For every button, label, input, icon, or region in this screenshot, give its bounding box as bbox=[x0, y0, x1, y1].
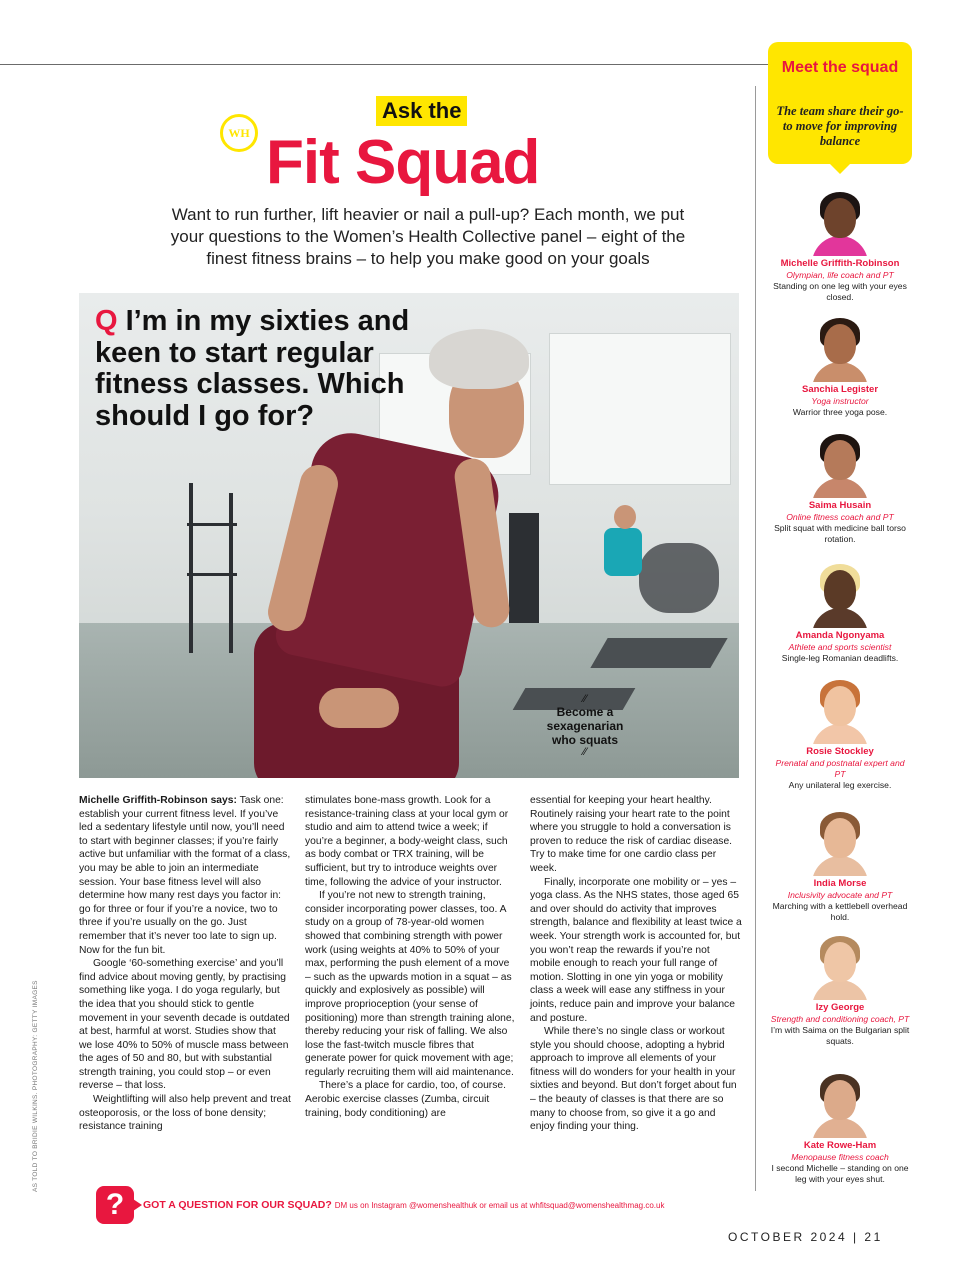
member-move: I second Michelle – standing on one leg with your eyes shut. bbox=[771, 1163, 909, 1184]
member-role: Online fitness coach and PT bbox=[786, 512, 894, 522]
avatar bbox=[808, 318, 872, 382]
member-name: Rosie Stockley bbox=[806, 746, 874, 757]
member-role: Prenatal and postnatal expert and PT bbox=[775, 758, 905, 779]
body-column-1 bbox=[79, 794, 291, 1134]
answer-paragraph: If you’re not new to strength training, consider incorporating power classes, too. A study on a group of 78-year-old women showed that combining strength with power work (using weights at 40% to 50% of your max, performing the push element of a move – such as the upwards motion in a squat – as quickly and explosively as possible) will improve proprioception (your sense of positioning) more than strength training alone, thereby reducing your risk of falling. We also lose the fast-twitch muscle fibres that generate power for quick movement with age; regularly recruiting them will aid maintenance. bbox=[305, 890, 515, 1078]
top-rule bbox=[0, 64, 770, 65]
squad-member bbox=[770, 434, 910, 545]
answer-byline: Michelle Griffith-Robinson says: bbox=[79, 795, 237, 806]
member-role: Athlete and sports scientist bbox=[788, 642, 892, 652]
column-divider bbox=[755, 86, 756, 1191]
member-move: Split squat with medicine ball torso rotation. bbox=[774, 523, 906, 544]
member-name: Kate Rowe-Ham bbox=[803, 1140, 877, 1151]
photo-caption bbox=[540, 694, 630, 758]
member-move: Standing on one leg with your eyes closed. bbox=[773, 281, 907, 302]
answer-paragraph: Weightlifting will also help prevent and treat osteoporosis, or the loss of bone density; resistance training bbox=[79, 1094, 291, 1133]
answer-paragraph: stimulates bone-mass growth. Look for a resistance-training class at your local gym or studio and aim to attend twice a week; if you’re a beginner, a body-weight class, such as body combat or TRX training, will be sufficient, but try to introduce weights over time, following the advice of your instructor. bbox=[305, 795, 509, 888]
member-move: I’m with Saima on the Bulgarian split squats. bbox=[770, 1025, 910, 1046]
member-role: Strength and conditioning coach, PT bbox=[770, 1014, 910, 1024]
member-move: Marching with a kettlebell overhead hold. bbox=[772, 901, 908, 922]
question-heading bbox=[95, 306, 415, 432]
page-folio: OCTOBER 2024 | 21 bbox=[728, 1230, 883, 1244]
member-name: India Morse bbox=[813, 878, 867, 889]
sidebar-subtitle: The team share their go-to move for improving balance bbox=[776, 104, 904, 148]
body-column-2 bbox=[305, 794, 517, 1120]
question-cta bbox=[143, 1199, 664, 1212]
member-name: Amanda Ngonyama bbox=[795, 630, 885, 641]
avatar bbox=[808, 680, 872, 744]
page-title: Fit Squad bbox=[266, 128, 540, 197]
wh-logo-badge: WH bbox=[220, 114, 258, 152]
body-column-3 bbox=[530, 794, 742, 1134]
member-name: Izy George bbox=[815, 1002, 865, 1013]
answer-paragraph: Task one: establish your current fitness level. If you’ve led a sedentary lifestyle until now, you’ll need to start with beginner classes; if you’re fairly active but unfamiliar with the format of a class, you may be able to join an intermediate session. Your base fitness level will also determine how many rest days you factor in: go for three or four if you’re a novice, two to three if you’re usually on the go. Just remember that it’s never too late to sign up. Now for the fun bit. bbox=[79, 795, 291, 956]
avatar bbox=[808, 192, 872, 256]
avatar bbox=[808, 434, 872, 498]
answer-paragraph: Finally, incorporate one mobility or – yes – yoga class. As the NHS states, those aged 65 and over should do activity that improves strength, balance and flexibility at least twice a week. Your strength work is accounted for, but you won’t reap the rewards if you’re not mobile enough to reach your full range of motion. Slotting in one yin yoga or mobility class a week will ease any stiffness in your joints, reduce pain and improve your balance and posture. bbox=[530, 876, 742, 1024]
answer-paragraph: Google ‘60-something exercise’ and you’ll find advice about moving gently, by practising something like yoga. I do yoga regularly, but the idea that you should stick to gentle movement in your seventh decade is outdated at best, harmful at worst. Studies show that we lose 40% to 50% of muscle mass between the ages of 50 and 80, but with substantial strength training, you could stop – or even reverse – that loss. bbox=[79, 958, 290, 1092]
question-marker: Q bbox=[95, 305, 118, 337]
avatar bbox=[808, 936, 872, 1000]
squad-member bbox=[770, 1074, 910, 1185]
member-move: Warrior three yoga pose. bbox=[792, 407, 888, 417]
squad-member bbox=[770, 680, 910, 791]
member-move: Any unilateral leg exercise. bbox=[788, 780, 892, 790]
meet-the-squad-box bbox=[768, 42, 912, 164]
answer-paragraph: While there’s no single class or workout style you should choose, adopting a hybrid approach to improve all elements of your fitness will do wonders for your health in your sixties and beyond. But don’t forget about fun – the beauty of classes is that there are so many to choose from, so give it a go and enjoy finding your thing. bbox=[530, 1026, 737, 1133]
member-role: Yoga instructor bbox=[811, 396, 869, 406]
member-name: Saima Husain bbox=[808, 500, 872, 511]
squad-member bbox=[770, 318, 910, 418]
member-name: Sanchia Legister bbox=[801, 384, 879, 395]
answer-paragraph: There’s a place for cardio, too, of course. Aerobic exercise classes (Zumba, circuit training, body conditioning) are bbox=[305, 1080, 506, 1119]
avatar bbox=[808, 812, 872, 876]
squad-member bbox=[770, 812, 910, 923]
member-name: Michelle Griffith-Robinson bbox=[780, 258, 900, 269]
avatar bbox=[808, 564, 872, 628]
member-role: Menopause fitness coach bbox=[791, 1152, 889, 1162]
answer-paragraph: essential for keeping your heart healthy. Routinely raising your heart rate to the point where you struggle to hold a conversation is proven to reduce the risk of cardiac disease. Try to make time for one cardio class per week. bbox=[530, 795, 733, 874]
member-move: Single-leg Romanian deadlifts. bbox=[781, 653, 899, 663]
squad-member bbox=[770, 564, 910, 664]
ask-the-kicker: Ask the bbox=[376, 96, 467, 126]
photo-caption-text: Become a sexagenarian who squats bbox=[546, 705, 624, 747]
avatar bbox=[808, 1074, 872, 1138]
sidebar-title: Meet the squad bbox=[781, 59, 899, 76]
question-mark-icon: ? bbox=[96, 1186, 134, 1224]
caption-accent-bottom: ⁄⁄ bbox=[583, 746, 587, 758]
member-role: Inclusivity advocate and PT bbox=[787, 890, 893, 900]
squad-member bbox=[770, 192, 910, 303]
member-role: Olympian, life coach and PT bbox=[786, 270, 894, 280]
cta-contact[interactable]: DM us on Instagram @womenshealthuk or email us at whfitsquad@womenshealthmag.co.uk bbox=[334, 1201, 665, 1210]
cta-heading: GOT A QUESTION FOR OUR SQUAD? bbox=[143, 1199, 332, 1211]
caption-accent-top: ⁄⁄ bbox=[583, 693, 587, 705]
squad-member bbox=[770, 936, 910, 1047]
standfirst: Want to run further, lift heavier or nail a pull-up? Each month, we put your questions to the Women’s Health Collective panel – eight of the finest fitness brains – to help you make good on your goals bbox=[170, 205, 686, 268]
photo-credit: AS TOLD TO BRIDIE WILKINS. PHOTOGRAPHY: GETTY IMAGES bbox=[32, 980, 39, 1192]
question-text: I’m in my sixties and keen to start regular fitness classes. Which should I go for? bbox=[95, 305, 410, 432]
